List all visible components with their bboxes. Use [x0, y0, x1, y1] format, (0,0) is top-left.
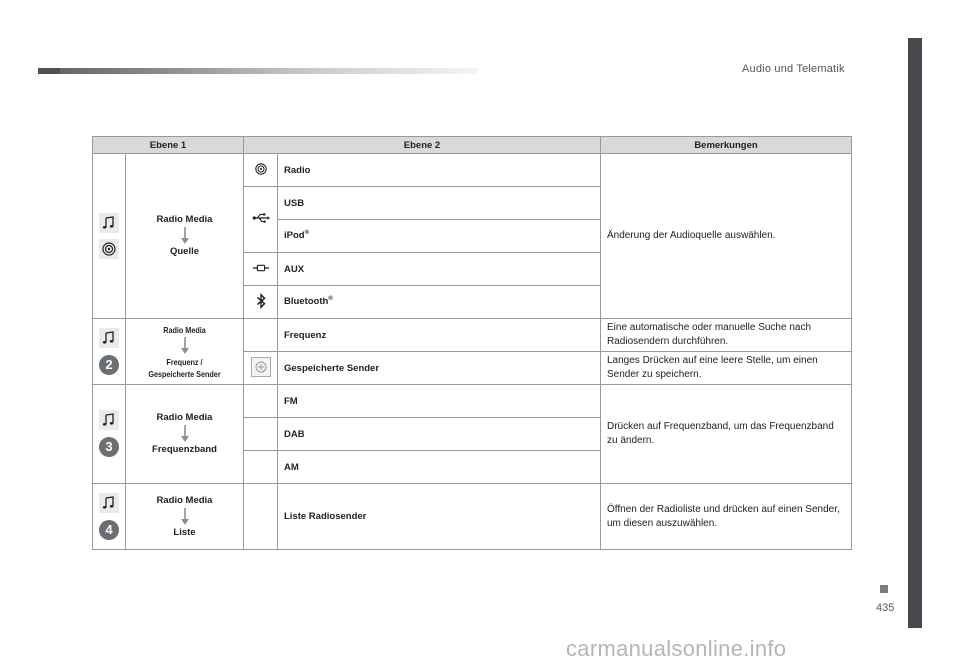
usb-icon-cell [244, 187, 278, 253]
step-number-badge: 4 [98, 519, 120, 541]
step-number-badge: 2 [98, 354, 120, 376]
gespeicherte-sender-note: Langes Drücken auf eine leere Stelle, um einen Sender zu speichern. [601, 352, 852, 385]
menu-item-usb[interactable]: USB [278, 187, 601, 220]
section-title: Audio und Telematik [742, 63, 845, 75]
watermark: carmanualsonline.info [566, 636, 787, 661]
music-note-icon [99, 213, 119, 233]
level1-label: Radio Media [163, 324, 206, 335]
preset-icon-cell [244, 352, 278, 385]
empty-icon-cell [244, 418, 278, 451]
group3-icons [93, 385, 126, 484]
group1-note: Änderung der Audioquelle auswählen. [601, 154, 852, 319]
table-row [93, 319, 852, 352]
bluetooth-icon-cell [244, 286, 278, 319]
table-row [93, 154, 852, 187]
arrow-down-icon [180, 227, 190, 245]
radio-source-icon [253, 161, 269, 177]
level1-sublabel: Quelle [169, 246, 200, 257]
step-number-badge: 3 [98, 436, 120, 458]
frequenz-note: Eine automatische oder manuelle Suche nach Radiosendern durchführen. [601, 319, 852, 352]
menu-item-bluetooth[interactable] [278, 286, 601, 319]
preset-add-icon [251, 357, 271, 377]
group1-icons [93, 154, 126, 319]
table-header-row [93, 137, 852, 154]
group2-level1 [126, 319, 244, 385]
group3-note: Drücken auf Frequenzband, um das Frequenzband zu ändern. [601, 385, 852, 484]
page-marker [880, 585, 888, 593]
menu-item-fm[interactable]: FM [278, 385, 601, 418]
bluetooth-icon [255, 293, 267, 309]
level1-sublabel: Liste [173, 526, 196, 538]
music-note-icon [99, 410, 119, 430]
table-row [93, 484, 852, 550]
menu-item-am[interactable]: AM [278, 451, 601, 484]
arrow-down-icon [180, 508, 190, 526]
music-note-icon [99, 328, 119, 348]
level1-sublabel: Frequenz / [166, 356, 203, 367]
group3-level1 [126, 385, 244, 484]
group4-level1 [126, 484, 244, 550]
level1-sublabel: Gespeicherte Sender [148, 368, 221, 379]
group2-icons [93, 319, 126, 385]
page-number: 435 [876, 602, 895, 614]
menu-item-gespeicherte-sender[interactable]: Gespeicherte Sender [278, 352, 601, 385]
group4-note: Öffnen der Radioliste und drücken auf einen Sender, um diesen auszuwählen. [601, 484, 852, 550]
menu-item-ipod[interactable] [278, 220, 601, 253]
radio-icon-cell [244, 154, 278, 187]
empty-icon-cell [244, 484, 278, 550]
aux-icon-cell [244, 253, 278, 286]
level1-label: Radio Media [156, 412, 213, 423]
page-side-bar [908, 38, 922, 628]
menu-table [92, 136, 852, 550]
menu-item-radio[interactable]: Radio [278, 154, 601, 187]
group4-icons [93, 484, 126, 550]
level1-label: Radio Media [156, 494, 213, 506]
registered-mark: ® [304, 230, 310, 237]
empty-icon-cell [244, 451, 278, 484]
level1-label: Radio Media [156, 214, 213, 225]
header-ebene1: Ebene 1 [93, 137, 244, 154]
menu-item-dab[interactable]: DAB [278, 418, 601, 451]
header-bar-accent [38, 68, 60, 74]
table-row [93, 385, 852, 418]
ipod-label: iPod [284, 230, 305, 242]
menu-item-frequenz[interactable]: Frequenz [278, 319, 601, 352]
empty-icon-cell [244, 385, 278, 418]
registered-mark: ® [328, 296, 333, 303]
music-note-icon [99, 493, 119, 513]
header-bemerkungen: Bemerkungen [601, 137, 852, 154]
aux-icon [252, 263, 270, 273]
menu-item-liste-radiosender[interactable]: Liste Radiosender [278, 484, 601, 550]
empty-icon-cell [244, 319, 278, 352]
level1-sublabel: Frequenzband [152, 444, 217, 455]
header-ebene2: Ebene 2 [244, 137, 601, 154]
arrow-down-icon [180, 425, 190, 443]
usb-icon [252, 211, 270, 225]
group1-level1 [126, 154, 244, 319]
radio-source-icon [99, 239, 119, 259]
menu-item-aux[interactable]: AUX [278, 253, 601, 286]
arrow-down-icon [180, 337, 190, 355]
bluetooth-label: Bluetooth [284, 296, 329, 308]
header-gradient-bar [38, 68, 478, 74]
